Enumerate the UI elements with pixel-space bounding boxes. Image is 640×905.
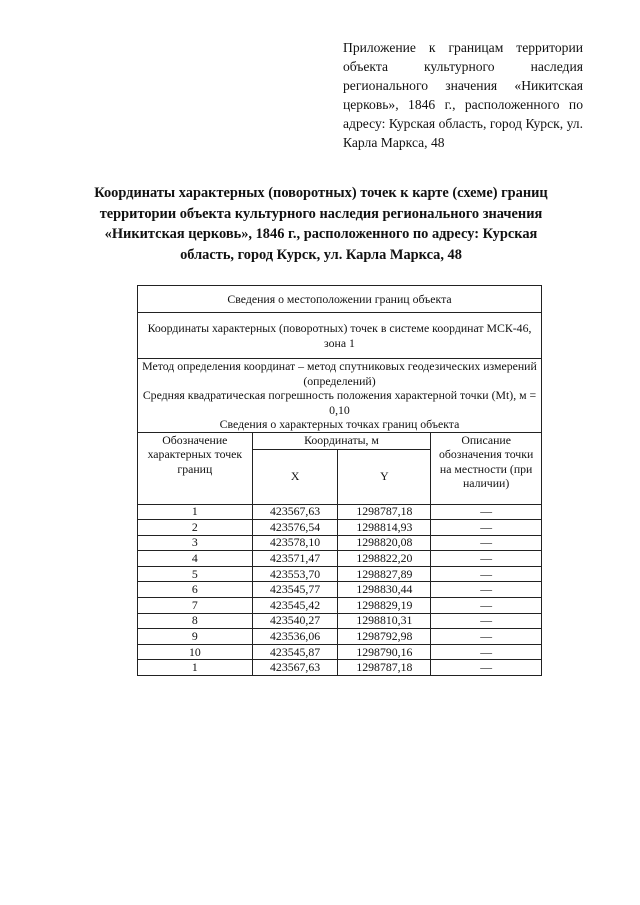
y-cell: 1298787,18 bbox=[338, 504, 431, 520]
x-cell: 423578,10 bbox=[252, 535, 338, 551]
table-row bbox=[138, 535, 542, 551]
table-row bbox=[138, 520, 542, 536]
x-cell: 423545,77 bbox=[252, 582, 338, 598]
col-x-header: X bbox=[252, 449, 338, 504]
point-cell: 3 bbox=[138, 535, 253, 551]
table-row bbox=[138, 660, 542, 676]
col-coords-header: Координаты, м bbox=[252, 432, 431, 449]
y-cell: 1298810,31 bbox=[338, 613, 431, 629]
accuracy-text: Средняя квадратическая погрешность положения характерной точки (Mt), м = 0,10 bbox=[142, 388, 537, 417]
description-cell: — bbox=[431, 520, 542, 536]
location-header: Сведения о местоположении границ объекта bbox=[138, 286, 542, 313]
document-title: Координаты характерных (поворотных) точек к карте (схеме) границ территории объекта культурного наследия регионального значения «Никитская церковь», 1846 г., расположенного по адресу: Курская область, город Курск, ул. Карла Маркса, 48 bbox=[94, 185, 548, 263]
appendix-note: Приложение к границам территории объекта культурного наследия регионального значения «Никитская церковь», 1846 г., расположенного по адресу: Курская область, город Курск, ул. Карла Маркса, 48 bbox=[343, 40, 583, 150]
description-cell: — bbox=[431, 629, 542, 645]
point-cell: 10 bbox=[138, 644, 253, 660]
point-cell: 4 bbox=[138, 551, 253, 567]
table-row bbox=[138, 613, 542, 629]
y-cell: 1298822,20 bbox=[338, 551, 431, 567]
y-cell: 1298790,16 bbox=[338, 644, 431, 660]
method-text: Метод определения координат – метод спутниковых геодезических измерений (определений) bbox=[142, 359, 537, 388]
point-cell: 1 bbox=[138, 504, 253, 520]
coordinate-system-text: Координаты характерных (поворотных) точек в системе координат МСК-46, зона 1 bbox=[138, 313, 542, 359]
point-cell: 7 bbox=[138, 598, 253, 614]
x-cell: 423545,87 bbox=[252, 644, 338, 660]
description-cell: — bbox=[431, 598, 542, 614]
y-cell: 1298829,19 bbox=[338, 598, 431, 614]
x-cell: 423553,70 bbox=[252, 566, 338, 582]
y-cell: 1298820,08 bbox=[338, 535, 431, 551]
point-cell: 6 bbox=[138, 582, 253, 598]
description-cell: — bbox=[431, 535, 542, 551]
table-row bbox=[138, 566, 542, 582]
x-cell: 423545,42 bbox=[252, 598, 338, 614]
table-row bbox=[138, 551, 542, 567]
description-cell: — bbox=[431, 551, 542, 567]
coordinates-table bbox=[137, 285, 542, 676]
description-cell: — bbox=[431, 660, 542, 676]
point-cell: 9 bbox=[138, 629, 253, 645]
col-designation-header: Обозначение характерных точек границ bbox=[138, 432, 253, 504]
points-header: Сведения о характерных точках границ объекта bbox=[219, 417, 460, 431]
y-cell: 1298830,44 bbox=[338, 582, 431, 598]
y-cell: 1298787,18 bbox=[338, 660, 431, 676]
col-description-header: Описание обозначения точки на местности (при наличии) bbox=[431, 432, 542, 504]
y-cell: 1298814,93 bbox=[338, 520, 431, 536]
point-cell: 1 bbox=[138, 660, 253, 676]
x-cell: 423540,27 bbox=[252, 613, 338, 629]
table-row bbox=[138, 629, 542, 645]
point-cell: 2 bbox=[138, 520, 253, 536]
point-cell: 5 bbox=[138, 566, 253, 582]
table-row bbox=[138, 504, 542, 520]
description-cell: — bbox=[431, 613, 542, 629]
description-cell: — bbox=[431, 566, 542, 582]
description-cell: — bbox=[431, 582, 542, 598]
x-cell: 423536,06 bbox=[252, 629, 338, 645]
x-cell: 423567,63 bbox=[252, 660, 338, 676]
description-cell: — bbox=[431, 644, 542, 660]
x-cell: 423571,47 bbox=[252, 551, 338, 567]
method-cell bbox=[138, 359, 542, 433]
table-row bbox=[138, 582, 542, 598]
y-cell: 1298792,98 bbox=[338, 629, 431, 645]
point-cell: 8 bbox=[138, 613, 253, 629]
x-cell: 423567,63 bbox=[252, 504, 338, 520]
table-row bbox=[138, 644, 542, 660]
y-cell: 1298827,89 bbox=[338, 566, 431, 582]
col-y-header: Y bbox=[338, 449, 431, 504]
table-row bbox=[138, 598, 542, 614]
x-cell: 423576,54 bbox=[252, 520, 338, 536]
description-cell: — bbox=[431, 504, 542, 520]
